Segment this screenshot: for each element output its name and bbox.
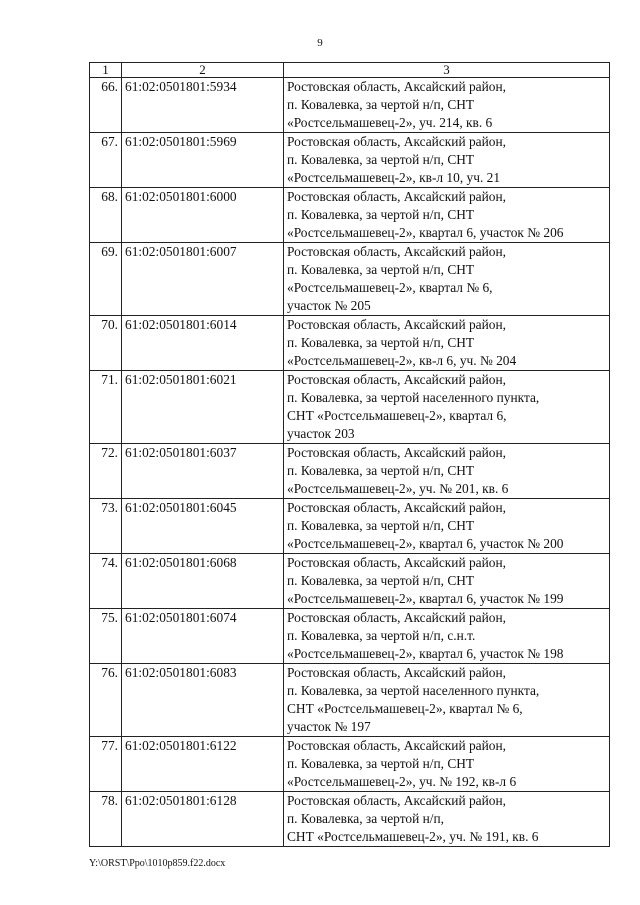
address-line: п. Ковалевка, за чертой н/п, СНТ bbox=[287, 518, 475, 533]
address-line: п. Ковалевка, за чертой населенного пункта, bbox=[287, 683, 540, 698]
row-number: 71. bbox=[90, 371, 122, 444]
address-line: п. Ковалевка, за чертой н/п, СНТ bbox=[287, 335, 475, 350]
address-line: «Ростсельмашевец-2», квартал № 6, bbox=[287, 280, 493, 295]
row-number: 68. bbox=[90, 188, 122, 243]
row-number: 66. bbox=[90, 78, 122, 133]
address-line: Ростовская область, Аксайский район, bbox=[287, 79, 506, 94]
file-path-footer: Y:\ORST\Ppo\1010p859.f22.docx bbox=[89, 858, 226, 869]
table-row bbox=[90, 792, 610, 847]
address-cell bbox=[284, 444, 610, 499]
cadastral-number: 61:02:0501801:6045 bbox=[122, 499, 284, 554]
cadastral-number: 61:02:0501801:6083 bbox=[122, 664, 284, 737]
address-line: Ростовская область, Аксайский район, bbox=[287, 738, 506, 753]
address-line: Ростовская область, Аксайский район, bbox=[287, 665, 506, 680]
cadastral-number: 61:02:0501801:6037 bbox=[122, 444, 284, 499]
table-row bbox=[90, 609, 610, 664]
address-line: «Ростсельмашевец-2», квартал 6, участок № 200 bbox=[287, 536, 564, 551]
cadastral-number: 61:02:0501801:6014 bbox=[122, 316, 284, 371]
land-plot-table bbox=[89, 62, 610, 847]
cadastral-number: 61:02:0501801:6000 bbox=[122, 188, 284, 243]
address-line: п. Ковалевка, за чертой н/п, СНТ bbox=[287, 756, 475, 771]
address-cell bbox=[284, 499, 610, 554]
address-line: «Ростсельмашевец-2», квартал 6, участок № 198 bbox=[287, 646, 564, 661]
address-line: СНТ «Ростсельмашевец-2», уч. № 191, кв. 6 bbox=[287, 829, 539, 844]
address-line: СНТ «Ростсельмашевец-2», квартал 6, bbox=[287, 408, 507, 423]
address-line: участок № 197 bbox=[287, 719, 371, 734]
address-line: Ростовская область, Аксайский район, bbox=[287, 500, 506, 515]
address-line: Ростовская область, Аксайский район, bbox=[287, 610, 506, 625]
table-row bbox=[90, 188, 610, 243]
address-line: «Ростсельмашевец-2», квартал 6, участок № 206 bbox=[287, 225, 564, 240]
address-line: п. Ковалевка, за чертой населенного пункта, bbox=[287, 390, 540, 405]
table-row bbox=[90, 316, 610, 371]
table-row bbox=[90, 499, 610, 554]
table-row bbox=[90, 133, 610, 188]
table-row bbox=[90, 664, 610, 737]
page-number: 9 bbox=[317, 37, 323, 49]
cadastral-number: 61:02:0501801:6007 bbox=[122, 243, 284, 316]
address-line: «Ростсельмашевец-2», кв-л 6, уч. № 204 bbox=[287, 353, 517, 368]
address-cell bbox=[284, 554, 610, 609]
address-line: п. Ковалевка, за чертой н/п, СНТ bbox=[287, 152, 475, 167]
address-line: п. Ковалевка, за чертой н/п, bbox=[287, 811, 444, 826]
address-line: Ростовская область, Аксайский район, bbox=[287, 445, 506, 460]
address-line: «Ростсельмашевец-2», уч. № 192, кв-л 6 bbox=[287, 774, 517, 789]
row-number: 75. bbox=[90, 609, 122, 664]
cadastral-number: 61:02:0501801:5934 bbox=[122, 78, 284, 133]
address-line: п. Ковалевка, за чертой н/п, СНТ bbox=[287, 262, 475, 277]
address-line: п. Ковалевка, за чертой н/п, СНТ bbox=[287, 573, 475, 588]
address-line: участок 203 bbox=[287, 426, 355, 441]
table-row bbox=[90, 243, 610, 316]
address-line: п. Ковалевка, за чертой н/п, СНТ bbox=[287, 463, 475, 478]
row-number: 74. bbox=[90, 554, 122, 609]
table-row bbox=[90, 554, 610, 609]
address-cell bbox=[284, 371, 610, 444]
table-row bbox=[90, 737, 610, 792]
row-number: 67. bbox=[90, 133, 122, 188]
address-line: Ростовская область, Аксайский район, bbox=[287, 555, 506, 570]
cadastral-number: 61:02:0501801:6128 bbox=[122, 792, 284, 847]
column-header-number: 1 bbox=[90, 63, 122, 78]
address-line: участок № 205 bbox=[287, 298, 371, 313]
cadastral-number: 61:02:0501801:6068 bbox=[122, 554, 284, 609]
address-line: Ростовская область, Аксайский район, bbox=[287, 372, 506, 387]
address-cell bbox=[284, 664, 610, 737]
address-line: «Ростсельмашевец-2», уч. № 201, кв. 6 bbox=[287, 481, 509, 496]
row-number: 78. bbox=[90, 792, 122, 847]
address-line: п. Ковалевка, за чертой н/п, с.н.т. bbox=[287, 628, 476, 643]
row-number: 70. bbox=[90, 316, 122, 371]
address-line: «Ростсельмашевец-2», квартал 6, участок № 199 bbox=[287, 591, 564, 606]
cadastral-number: 61:02:0501801:6122 bbox=[122, 737, 284, 792]
address-cell bbox=[284, 243, 610, 316]
address-cell bbox=[284, 78, 610, 133]
row-number: 76. bbox=[90, 664, 122, 737]
address-line: п. Ковалевка, за чертой н/п, СНТ bbox=[287, 97, 475, 112]
table-body bbox=[90, 78, 610, 847]
cadastral-number: 61:02:0501801:6021 bbox=[122, 371, 284, 444]
address-cell bbox=[284, 792, 610, 847]
address-cell bbox=[284, 737, 610, 792]
address-line: Ростовская область, Аксайский район, bbox=[287, 317, 506, 332]
address-cell bbox=[284, 609, 610, 664]
table-row bbox=[90, 371, 610, 444]
table-header-row bbox=[90, 63, 610, 78]
column-header-cadastral: 2 bbox=[122, 63, 284, 78]
address-line: «Ростсельмашевец-2», уч. 214, кв. 6 bbox=[287, 115, 493, 130]
cadastral-number: 61:02:0501801:5969 bbox=[122, 133, 284, 188]
row-number: 72. bbox=[90, 444, 122, 499]
address-line: п. Ковалевка, за чертой н/п, СНТ bbox=[287, 207, 475, 222]
column-header-address: 3 bbox=[284, 63, 610, 78]
address-line: Ростовская область, Аксайский район, bbox=[287, 189, 506, 204]
table-row bbox=[90, 444, 610, 499]
address-line: Ростовская область, Аксайский район, bbox=[287, 793, 506, 808]
row-number: 69. bbox=[90, 243, 122, 316]
row-number: 73. bbox=[90, 499, 122, 554]
address-cell bbox=[284, 188, 610, 243]
address-cell bbox=[284, 133, 610, 188]
address-line: «Ростсельмашевец-2», кв-л 10, уч. 21 bbox=[287, 170, 501, 185]
address-line: Ростовская область, Аксайский район, bbox=[287, 244, 506, 259]
cadastral-number: 61:02:0501801:6074 bbox=[122, 609, 284, 664]
address-cell bbox=[284, 316, 610, 371]
table-row bbox=[90, 78, 610, 133]
address-line: СНТ «Ростсельмашевец-2», квартал № 6, bbox=[287, 701, 523, 716]
row-number: 77. bbox=[90, 737, 122, 792]
address-line: Ростовская область, Аксайский район, bbox=[287, 134, 506, 149]
